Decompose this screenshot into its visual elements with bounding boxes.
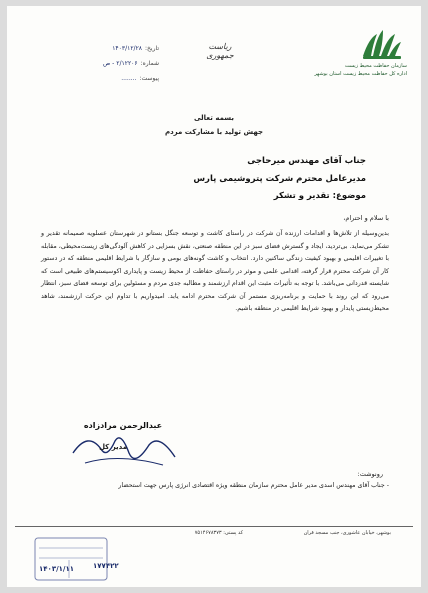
stamp-code: ۱۷۷۴۲۲: [93, 562, 119, 570]
footer-rule: [15, 526, 413, 527]
bismillah: بسمه تعالی: [193, 114, 235, 122]
letter-body: بدین‌وسیله از تلاش‌ها و اقدامات ارزنده آن شرکت در راستای کاشت و توسعه جنگل بستانو در شهرستان عسلویه صمیمانه تقدیر و تشکر می‌نماید. بی‌تردید، ایجاد و گسترش فضای سبز در این منطقه صنعتی، نقش بسزایی در کاهش آلودگی‌های زیست‌محیطی، مقابله با تغییرات اقلیمی و بهبود کیفیت زندگی ساکنین دارد. انتخاب و کاشت گونه‌های بومی و سازگار با شرایط اقلیمی منطقه که در دستور کار آن شرکت محترم قرار گرفته، اقدامی علمی و موثر در راستای حفاظت از محیط زیست و پایداری اکوسیستم‌های طبیعی است که شایسته قدردانی می‌باشد. با توجه به تأثیرات مثبت این اقدام ارزشمند و مطالبه جدی مردم و مسئولین برای توسعه فضای سبز، انتظار می‌رود که این روند با حمایت و برنامه‌ریزی مستمر آن شرکت محترم ادامه یابد. امیدواریم با تداوم این حرکت ارزشمند، شاهد محیط‌زیستی پایدار و بهبود شرایط اقلیمی در منطقه باشیم.: [41, 230, 389, 312]
attachment-label: پیوست:: [139, 75, 159, 82]
subject-value: تقدیر و تشکر: [273, 191, 330, 201]
subject-line: [66, 191, 366, 201]
presidency-title: ریاست جمهوری: [206, 42, 234, 60]
greeting: با سلام و احترام،: [343, 214, 389, 222]
addressee-name: جناب آقای مهندس میرحاجی: [247, 156, 366, 166]
year-slogan: جهش تولید با مشارکت مردم: [164, 128, 264, 136]
registration-stamp: [33, 536, 119, 582]
date-value: ۱۴۰۳/۱۲/۲۸: [112, 45, 143, 52]
number-value: ۲/۱۲۲۰۶ - ص: [103, 60, 138, 67]
addressee-position: مدیرعامل محترم شرکت پتروشیمی پارس: [193, 174, 366, 184]
signer-title: مدیر کل: [98, 443, 128, 451]
postal-label: کد پستی:: [223, 530, 243, 536]
letter-page: [7, 6, 421, 587]
org-line-1: سازمان حفاظت محیط زیست: [344, 63, 407, 69]
footer-address: بوشهر، خیابان عاشوری، جنب مسجد قران: [303, 530, 391, 536]
stamp-date: ۱۴۰۳/۱/۱۱: [39, 565, 75, 573]
date-label: تاریخ:: [145, 45, 159, 52]
letter-meta: [39, 41, 159, 86]
environment-emblem-icon: [359, 28, 403, 62]
attachment-row: [39, 71, 159, 86]
signature-block: [63, 421, 193, 476]
attachment-value: ........: [121, 75, 137, 82]
signer-name: عبدالرحمن مرادزاده: [83, 421, 163, 430]
number-label: شماره:: [140, 60, 159, 67]
cc-line: - جناب آقای مهندس اسدی مدیر عامل محترم سازمان منطقه ویژه اقتصادی انرژی پارس جهت استحضار: [118, 482, 389, 489]
cc-label: رونوشت:: [357, 470, 383, 478]
date-row: [39, 41, 159, 56]
stamp-frame-icon: [33, 536, 109, 582]
postal-value: ۷۵۱۴۶۷۸۳۷۳: [194, 530, 222, 536]
org-name: [287, 62, 407, 78]
number-row: [39, 56, 159, 71]
footer-postal: [195, 530, 243, 536]
org-line-2: اداره کل حفاظت محیط زیست استان بوشهر: [314, 71, 407, 77]
subject-label: موضوع:: [332, 191, 366, 201]
